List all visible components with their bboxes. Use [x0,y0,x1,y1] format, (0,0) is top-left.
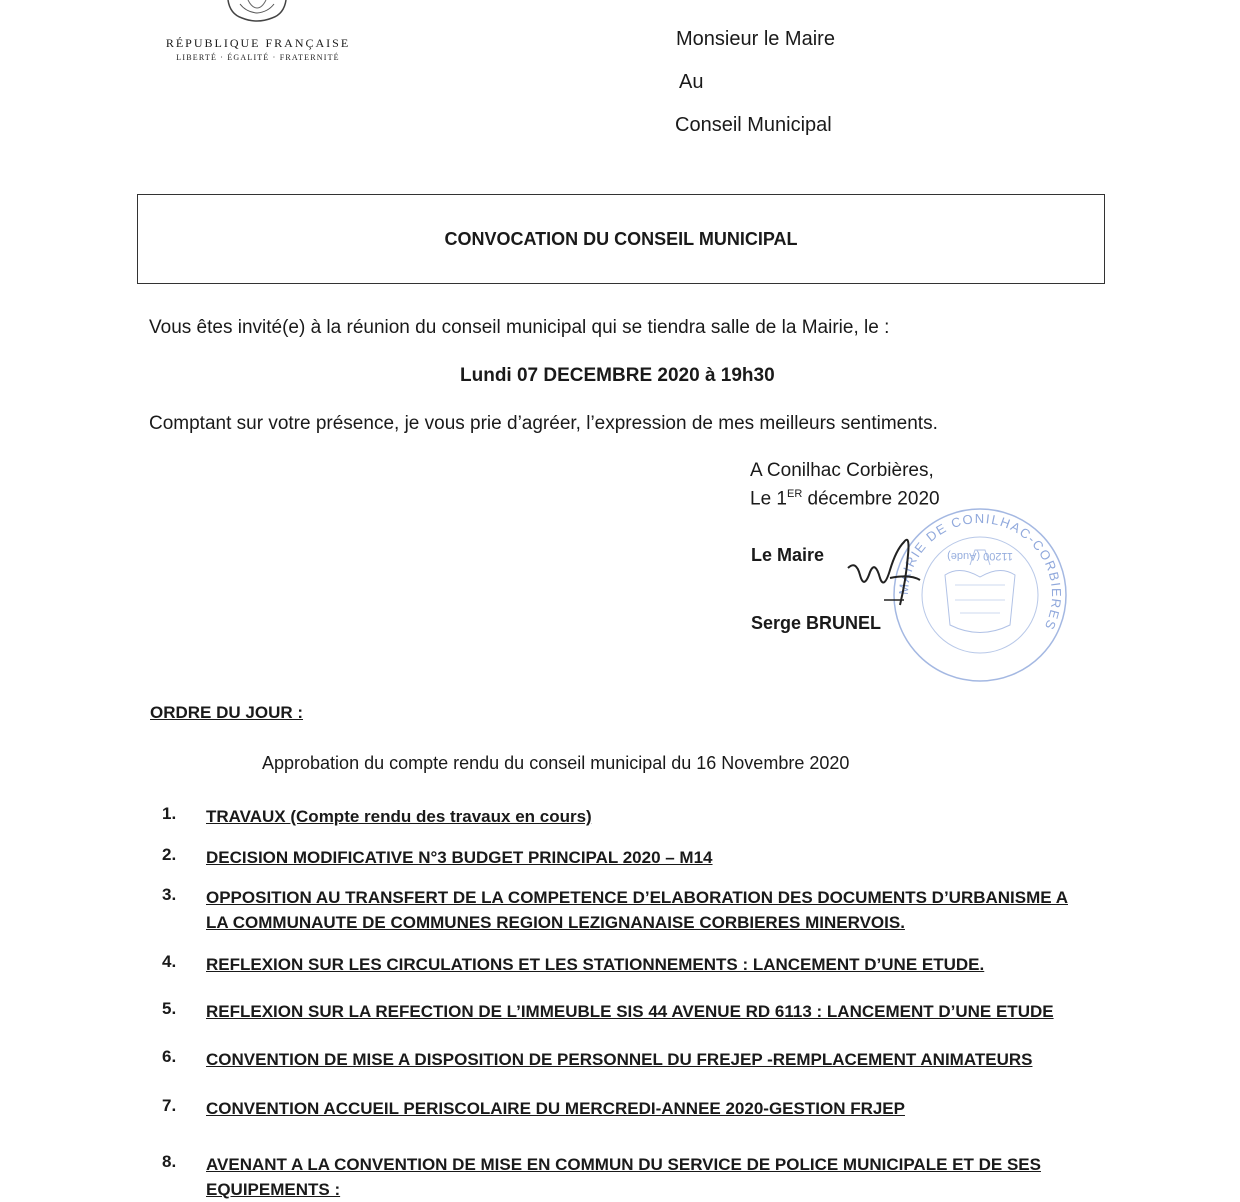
signature-date-sup: ER [786,488,803,500]
agenda-item-number: 5. [162,999,177,1018]
agenda-item-number: 3. [162,885,177,904]
recipient-line-3: Conseil Municipal [675,114,832,136]
republique-logo [158,0,358,70]
recipient-line-2: Au [679,71,704,93]
agenda-approval: Approbation du compte rendu du conseil municipal du 16 Novembre 2020 [262,753,850,773]
agenda-item-text: DECISION MODIFICATIVE N°3 BUDGET PRINCIPAL 2020 – M14 [206,848,713,867]
title-box [137,194,1105,284]
agenda-item-number: 6. [162,1047,177,1066]
agenda-item-number: 8. [162,1152,177,1171]
stamp-code: 11200 (Aude) [947,550,1013,562]
invitation-text: Vous êtes invité(e) à la réunion du conseil municipal qui se tiendra salle de la Mairie, le : [149,317,890,338]
handwritten-signature [820,520,930,625]
signature-date [750,488,940,510]
agenda-item-text: CONVENTION DE MISE A DISPOSITION DE PERSONNEL DU FREJEP -REMPLACEMENT ANIMATEURS [206,1050,1033,1069]
republic-name: RÉPUBLIQUE FRANÇAISE [165,36,351,50]
agenda-item-number: 1. [162,804,177,823]
agenda-item-number: 7. [162,1096,177,1115]
signature-place: A Conilhac Corbières, [750,460,934,481]
signature-date-suffix: décembre 2020 [802,488,940,510]
agenda-item-number: 2. [162,845,177,864]
agenda-item-text: TRAVAUX (Compte rendu des travaux en cours) [206,807,592,826]
agenda-item-text: OPPOSITION AU TRANSFERT DE LA COMPETENCE D’ELABORATION DES DOCUMENTS D’URBANISME A LA COMMUNAUTE DE COMMUNES REGION LEZIGNANAISE CORBIERES MINERVOIS. [206,888,1068,932]
signature-date-prefix: Le 1 [750,488,787,510]
agenda-item-number: 4. [162,952,177,971]
agenda-item-text: REFLEXION SUR LA REFECTION DE L’IMMEUBLE SIS 44 AVENUE RD 6113 : LANCEMENT D’UNE ETUDE [206,1002,1054,1021]
signature-name: Serge BRUNEL [751,613,882,633]
agenda-item-text: CONVENTION ACCUEIL PERISCOLAIRE DU MERCREDI-ANNEE 2020-GESTION FRJEP [206,1099,905,1118]
agenda-item-text: AVENANT A LA CONVENTION DE MISE EN COMMUN DU SERVICE DE POLICE MUNICIPALE ET DE SES EQUIPEMENTS : [206,1155,1041,1199]
signature-scribble-icon [820,520,930,620]
signature-role: Le Maire [751,545,825,565]
closing-text: Comptant sur votre présence, je vous prie d’agréer, l’expression de mes meilleurs sentiments. [149,413,938,434]
marianne-emblem-icon [220,0,294,24]
meeting-date-time: Lundi 07 DECEMBRE 2020 à 19h30 [460,365,775,386]
republic-motto: LIBERTÉ · ÉGALITÉ · FRATERNITÉ [176,53,340,62]
recipient-line-1: Monsieur le Maire [676,28,835,50]
agenda-heading: ORDRE DU JOUR : [150,703,304,722]
agenda-item-text: REFLEXION SUR LES CIRCULATIONS ET LES STATIONNEMENTS : LANCEMENT D’UNE ETUDE. [206,955,985,974]
document-title: CONVOCATION DU CONSEIL MUNICIPAL [444,228,798,249]
stamp-text: MAIRIE DE CONILHAC-CORBIERES [895,510,1065,634]
